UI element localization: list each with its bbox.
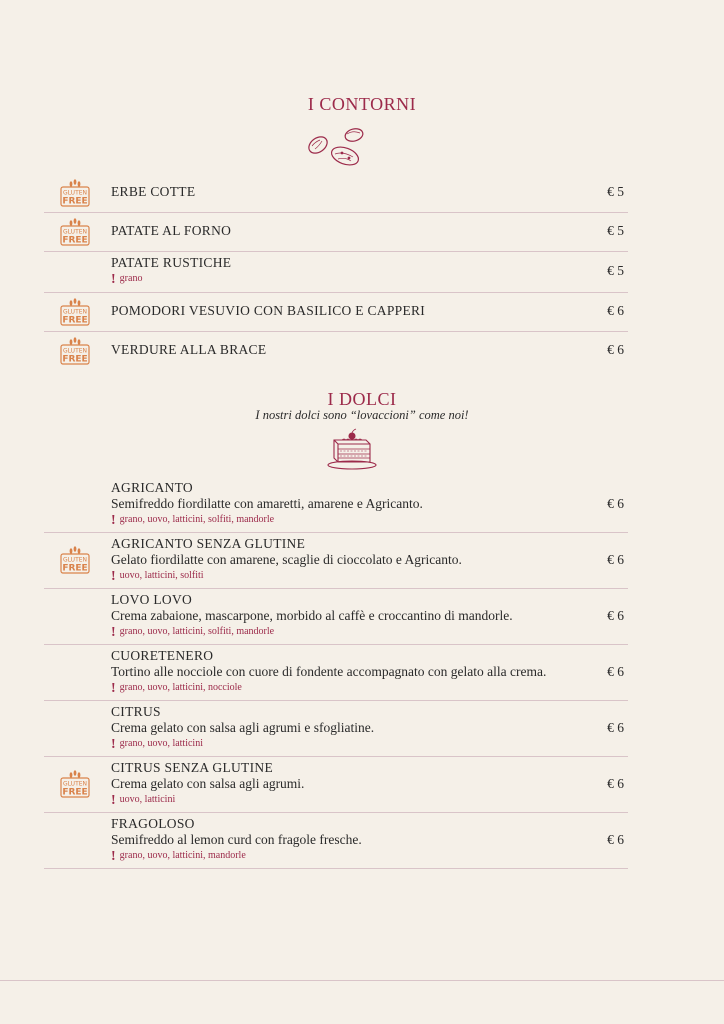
item-name: FRAGOLOSO xyxy=(111,816,195,831)
dolci-item xyxy=(44,756,628,813)
contorni-item xyxy=(44,173,628,213)
allergen-info xyxy=(111,625,274,641)
gluten-free-label-top: GLUTEN xyxy=(62,556,88,564)
item-price: € 6 xyxy=(607,832,624,847)
item-name: LOVO LOVO xyxy=(111,592,193,607)
exclamation-icon: ! xyxy=(111,272,116,287)
dolci-item xyxy=(44,532,628,589)
item-name: CITRUS SENZA GLUTINE xyxy=(111,760,273,775)
item-price: € 6 xyxy=(607,664,624,679)
allergen-list: grano, uovo, latticini, nocciole xyxy=(119,682,242,693)
cake-illustration xyxy=(326,428,378,472)
item-description: Crema gelato con salsa agli agrumi. xyxy=(111,776,305,791)
item-price: € 6 xyxy=(607,342,624,357)
gluten-free-label-bottom: FREE xyxy=(62,315,88,325)
gluten-free-label-top: GLUTEN xyxy=(62,308,88,315)
dolci-item xyxy=(44,588,628,645)
item-price: € 6 xyxy=(607,552,624,567)
contorni-item xyxy=(44,292,628,332)
item-name: CUORETENERO xyxy=(111,648,214,663)
gluten-free-label-bottom: FREE xyxy=(62,563,88,574)
item-price: € 6 xyxy=(607,496,624,511)
contorni-item xyxy=(44,251,628,293)
gluten-free-label-bottom: FREE xyxy=(62,196,88,206)
exclamation-icon: ! xyxy=(111,625,116,640)
gluten-free-label-bottom: FREE xyxy=(62,354,88,364)
allergen-list: uovo, latticini xyxy=(119,794,176,805)
item-price: € 5 xyxy=(607,184,624,199)
item-price: € 6 xyxy=(607,776,624,791)
item-price: € 6 xyxy=(607,608,624,623)
exclamation-icon: ! xyxy=(111,737,116,752)
item-description: Crema zabaione, mascarpone, morbido al caffè e croccantino di mandorle. xyxy=(111,608,513,623)
potatoes-illustration xyxy=(302,124,368,170)
contorni-item xyxy=(44,331,628,370)
allergen-list: grano xyxy=(119,273,143,284)
gluten-free-icon xyxy=(60,298,90,326)
gluten-free-label-bottom: FREE xyxy=(62,787,88,798)
allergen-info xyxy=(111,272,142,288)
item-name: POMODORI VESUVIO CON BASILICO E CAPPERI xyxy=(111,303,426,318)
item-description: Semifreddo al lemon curd con fragole fresche. xyxy=(111,832,362,847)
dolci-item xyxy=(44,700,628,757)
gluten-free-icon xyxy=(60,770,90,798)
exclamation-icon: ! xyxy=(111,793,116,808)
item-name: AGRICANTO SENZA GLUTINE xyxy=(111,536,306,551)
item-price: € 5 xyxy=(607,263,624,278)
allergen-info xyxy=(111,737,203,753)
contorni-item xyxy=(44,212,628,252)
allergen-info xyxy=(111,569,204,585)
exclamation-icon: ! xyxy=(111,513,116,528)
item-description: Crema gelato con salsa agli agrumi e sfogliatine. xyxy=(111,720,375,735)
gluten-free-label-top: GLUTEN xyxy=(62,780,88,788)
gluten-free-label-top: GLUTEN xyxy=(62,347,88,354)
page-bottom-divider xyxy=(0,980,724,981)
allergen-list: grano, uovo, latticini xyxy=(119,738,203,749)
exclamation-icon: ! xyxy=(111,569,116,584)
gluten-free-label-bottom: FREE xyxy=(62,235,88,245)
allergen-info xyxy=(111,513,274,529)
allergen-list: grano, uovo, latticini, solfiti, mandorle xyxy=(119,514,275,525)
gluten-free-icon xyxy=(60,337,90,365)
dolci-subtitle: I nostri dolci sono “lovaccioni” come noi! xyxy=(255,408,469,422)
item-name: AGRICANTO xyxy=(111,480,193,495)
item-description: Semifreddo fiordilatte con amaretti, amarene e Agricanto. xyxy=(111,496,423,511)
allergen-list: grano, uovo, latticini, solfiti, mandorle xyxy=(119,626,275,637)
dolci-title: I DOLCI xyxy=(327,389,397,409)
allergen-list: uovo, latticini, solfiti xyxy=(119,570,204,581)
item-description: Gelato fiordilatte con amarene, scaglie di cioccolato e Agricanto. xyxy=(111,552,462,567)
item-description: Tortino alle nocciole con cuore di fondente accompagnato con gelato alla crema. xyxy=(111,664,547,679)
gluten-free-icon xyxy=(60,546,90,574)
gluten-free-icon xyxy=(60,218,90,246)
allergen-info xyxy=(111,793,175,809)
dolci-item xyxy=(44,476,628,533)
gluten-free-icon xyxy=(60,179,90,207)
allergen-list: grano, uovo, latticini, mandorle xyxy=(119,850,246,861)
item-name: PATATE AL FORNO xyxy=(111,223,232,238)
exclamation-icon: ! xyxy=(111,681,116,696)
gluten-free-label-top: GLUTEN xyxy=(62,189,88,196)
contorni-title: I CONTORNI xyxy=(307,94,417,114)
item-name: VERDURE ALLA BRACE xyxy=(111,342,267,357)
item-price: € 6 xyxy=(607,720,624,735)
item-name: CITRUS xyxy=(111,704,161,719)
item-name: ERBE COTTE xyxy=(111,184,196,199)
item-name: PATATE RUSTICHE xyxy=(111,255,232,270)
dolci-item xyxy=(44,644,628,701)
item-price: € 6 xyxy=(607,303,624,318)
allergen-info xyxy=(111,849,246,865)
gluten-free-label-top: GLUTEN xyxy=(62,228,88,235)
item-price: € 5 xyxy=(607,223,624,238)
allergen-info xyxy=(111,681,242,697)
exclamation-icon: ! xyxy=(111,849,116,864)
dolci-item xyxy=(44,812,628,869)
